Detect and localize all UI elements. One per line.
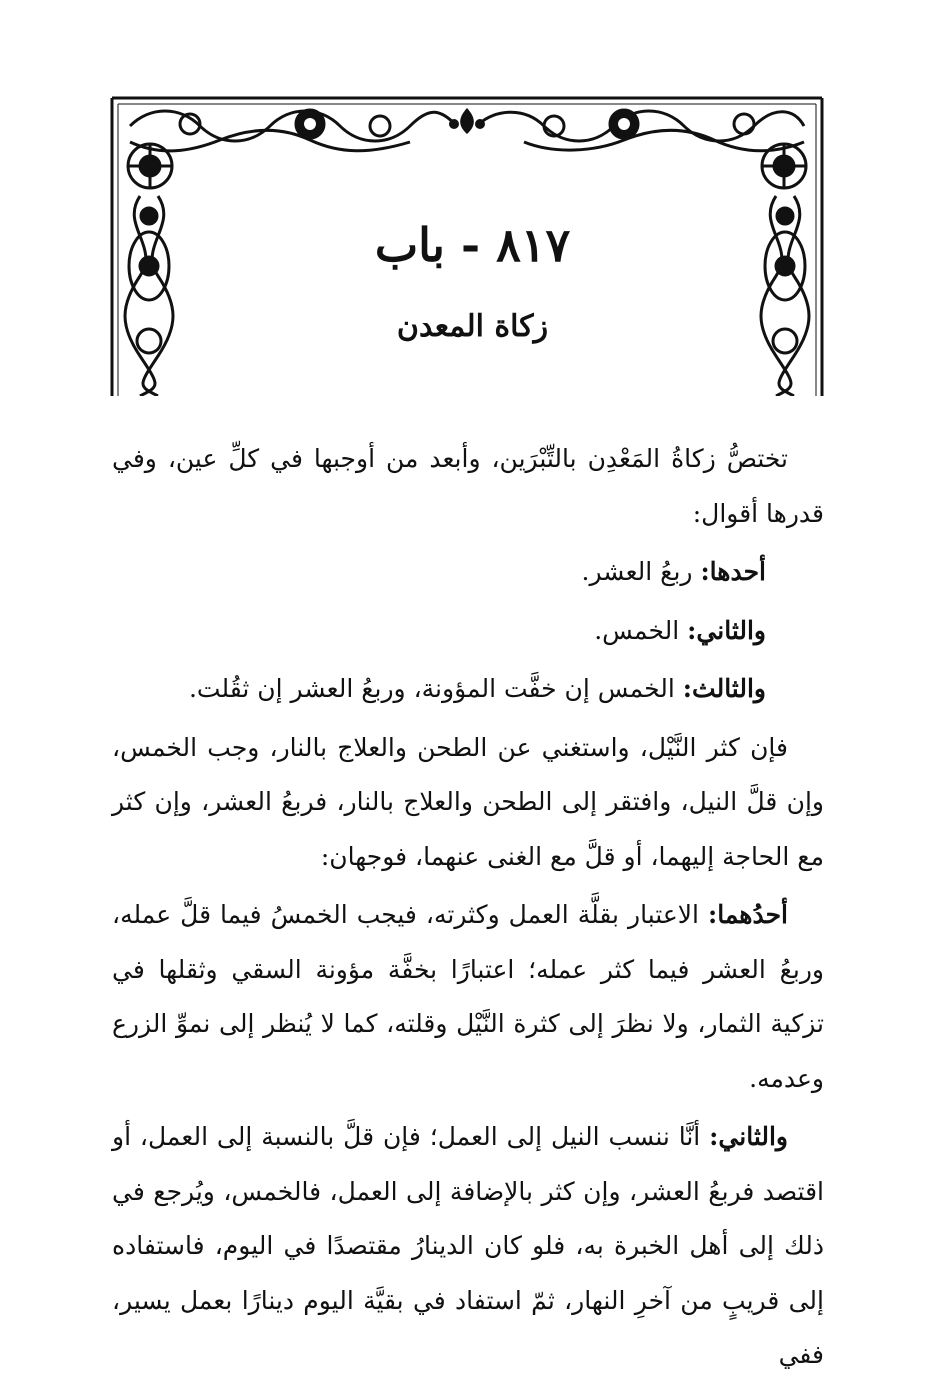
opinion-third-lead: والثالث: [682, 674, 766, 703]
corner-rosette-right [762, 144, 806, 188]
nayl-paragraph: فإن كثر النَّيْل، واستغني عن الطحن والعلاج بالنار، وجب الخمس، وإن قلَّ النيل، وافتقر إلى الطحن والعلاج بالنار، فربعُ العشر، وإن كثر مع الحاجة إليهما، أو قلَّ مع الغنى عنهما، فوجهان: [112, 732, 824, 871]
first-view-text: الاعتبار بقلَّة العمل وكثرته، فيجب الخمسُ فيما قلَّ عمله، وربعُ العشر فيما كثر عمله؛ اعتبارًا بخفَّة مؤونة السقي وثقلها في تزكية الثمار، ولا نظرَ إلى كثرة النَّيْل وقلته، كما لا يُنظر إلى نموِّ الزرع وعدمه. [112, 900, 824, 1093]
opinion-first-lead: أحدها: [700, 557, 766, 586]
opinion-first-text: ربعُ العشر. [581, 557, 693, 586]
chapter-heading: ٨١٧ - باب [374, 218, 571, 272]
first-view-lead: أحدُهما: [707, 900, 788, 929]
opinion-third-text: الخمس إن خفَّت المؤونة، وربعُ العشر إن ثقُلت. [188, 674, 675, 703]
second-view-lead: والثاني: [709, 1122, 788, 1151]
opinion-second-text: الخمس. [594, 615, 680, 645]
corner-rosette-left [128, 144, 172, 188]
opinion-second-lead: والثاني: [687, 615, 766, 645]
opinion-first [112, 545, 824, 600]
chapter-title: زكاة المعدن [396, 309, 549, 344]
second-view-text: أنَّا ننسب النيل إلى العمل؛ فإن قلَّ بالنسبة إلى العمل، أو اقتصد فربعُ العشر، وإن كثر بالإضافة إلى العمل، فالخمس، ويُرجع في ذلك إلى أهل الخبرة به، فلو كان الدينارُ مقتصدًا في اليوم، فاستفاده إلى قريبٍ من آخرِ النهار، ثمّ استفاد في بقيَّة اليوم دينارًا بعمل يسير، ففي [112, 1122, 824, 1369]
body-text [112, 432, 824, 1387]
center-fleur-ornament [449, 108, 485, 134]
first-view-paragraph [112, 888, 824, 1106]
intro-paragraph: تختصُّ زكاةُ المَعْدِن بالتِّبْرَين، وأبعد من أوجبها في كلِّ عين، وفي قدرها أقوال: [112, 444, 824, 528]
opinion-third [112, 662, 824, 717]
opinion-second [112, 604, 824, 659]
second-view-paragraph [112, 1110, 824, 1383]
